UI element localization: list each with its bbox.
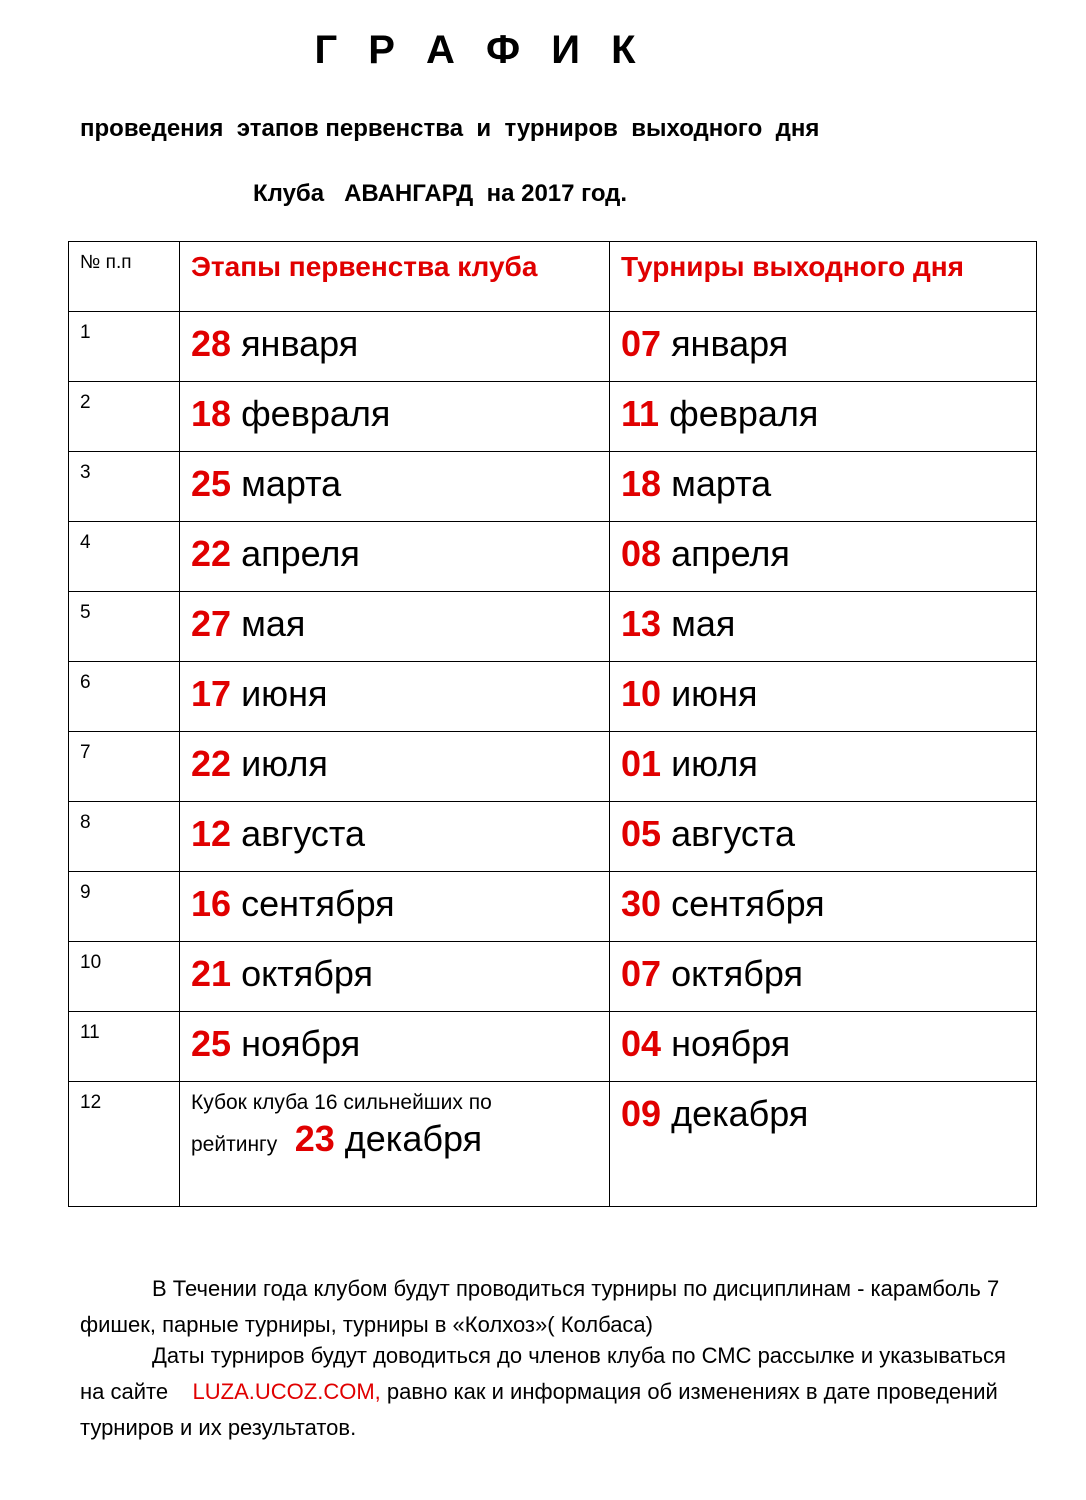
tournament-date-cell [610,662,1037,732]
tournament-day: 07 [621,953,662,994]
table-row [69,452,1037,522]
table-header-row [69,242,1037,312]
tournament-day: 18 [621,463,662,504]
row-number: 1 [69,312,180,382]
cup-description: Кубок клуба 16 сильнейших по [191,1091,492,1114]
row-number: 6 [69,662,180,732]
header-stages [180,242,610,312]
schedule-table [68,241,1037,1207]
stage-cup-cell [180,1082,610,1207]
tournament-date-cell [610,802,1037,872]
tournament-day: 04 [621,1023,662,1064]
page-title: Г Р А Ф И К [314,28,646,72]
cup-description-rating: рейтингу [191,1133,278,1156]
tournament-day: 30 [621,883,662,924]
tournament-day: 08 [621,533,662,574]
row-number: 7 [69,732,180,802]
tournament-month: апреля [671,533,790,574]
header-number: № п.п [69,242,180,312]
stage-month: июня [241,673,328,714]
footer-paragraph-disciplines [80,1271,1030,1343]
row-number: 8 [69,802,180,872]
stage-day: 21 [191,953,232,994]
stage-month: мая [241,603,306,644]
table-row [69,1012,1037,1082]
stage-month: августа [241,813,366,854]
subtitle-line-1: проведения этапов первенства и турниров выходного дня [80,115,820,142]
row-number: 5 [69,592,180,662]
tournament-day: 07 [621,323,662,364]
stage-month: октября [241,953,373,994]
tournament-month: января [671,323,789,364]
row-number: 12 [69,1082,180,1207]
table-row-last [69,1082,1037,1207]
footer-paragraph-2-after: равно как и информация об изменениях в дате проведений турниров и их результатов. [80,1379,998,1440]
header-tournaments [610,242,1037,312]
tournament-date-cell [610,1082,1037,1207]
table-row [69,592,1037,662]
row-number: 11 [69,1012,180,1082]
tournament-date-cell [610,732,1037,802]
stage-date-cell [180,522,610,592]
stage-day: 22 [191,743,232,784]
row-number: 2 [69,382,180,452]
table-row [69,662,1037,732]
tournament-day: 01 [621,743,662,784]
tournament-month: мая [671,603,736,644]
stage-day: 16 [191,883,232,924]
stage-day: 18 [191,393,232,434]
stage-month: февраля [241,393,391,434]
tournament-day: 09 [621,1093,662,1134]
stage-date-cell [180,802,610,872]
footer-paragraph-info [80,1338,1030,1446]
stage-date-cell [180,1012,610,1082]
row-number: 10 [69,942,180,1012]
stage-date-cell [180,732,610,802]
stage-date-cell [180,592,610,662]
row-number: 9 [69,872,180,942]
table-row [69,802,1037,872]
stage-date-cell [180,872,610,942]
tournament-date-cell [610,382,1037,452]
tournament-day: 11 [621,393,660,434]
table-row [69,312,1037,382]
stage-date-cell [180,312,610,382]
stage-date-cell [180,382,610,452]
tournament-date-cell [610,592,1037,662]
tournament-date-cell [610,1012,1037,1082]
stage-date-cell [180,942,610,1012]
tournament-month: октября [671,953,803,994]
stage-month: декабря [344,1118,483,1159]
row-number: 4 [69,522,180,592]
stage-date-cell [180,662,610,732]
tournament-date-cell [610,522,1037,592]
stage-month: января [241,323,359,364]
stage-day: 17 [191,673,232,714]
stage-day: 12 [191,813,232,854]
stage-month: июля [241,743,328,784]
tournament-date-cell [610,942,1037,1012]
table-row [69,872,1037,942]
row-number: 3 [69,452,180,522]
tournament-month: августа [671,813,796,854]
tournament-date-cell [610,312,1037,382]
header-stages-label: Этапы первенства клуба [191,251,538,282]
table-row [69,522,1037,592]
tournament-month: ноября [671,1023,791,1064]
stage-month: сентября [241,883,395,924]
tournament-date-cell [610,452,1037,522]
stage-month: апреля [241,533,360,574]
table-row [69,382,1037,452]
tournament-month: июля [671,743,758,784]
tournament-month: февраля [669,393,819,434]
site-link[interactable]: LUZA.UCOZ.COM, [192,1379,381,1404]
stage-date-cell [180,452,610,522]
footer-paragraph-1-text: В Течении года клубом будут проводиться турниры по дисциплинам - карамболь 7 фишек, парные турниры, турниры в «Колхоз»( Колбаса) [80,1276,1000,1337]
tournament-month: марта [671,463,772,504]
tournament-day: 05 [621,813,662,854]
stage-day: 28 [191,323,232,364]
tournament-date-cell [610,872,1037,942]
table-row [69,942,1037,1012]
stage-day: 25 [191,1023,232,1064]
subtitle-line-2: Клуба АВАНГАРД на 2017 год. [253,180,628,207]
stage-day: 23 [294,1118,335,1159]
stage-month: ноября [241,1023,361,1064]
table-row [69,732,1037,802]
tournament-month: декабря [671,1093,809,1134]
header-tournaments-label: Турниры выходного дня [621,251,964,282]
tournament-day: 13 [621,603,662,644]
tournament-month: сентября [671,883,825,924]
stage-day: 25 [191,463,232,504]
stage-month: марта [241,463,342,504]
stage-day: 22 [191,533,232,574]
footer-paragraph-2-before: Даты турниров будут доводиться до членов клуба по СМС рассылке и указываться на сайте [80,1343,1006,1404]
tournament-month: июня [671,673,758,714]
stage-day: 27 [191,603,232,644]
tournament-day: 10 [621,673,662,714]
